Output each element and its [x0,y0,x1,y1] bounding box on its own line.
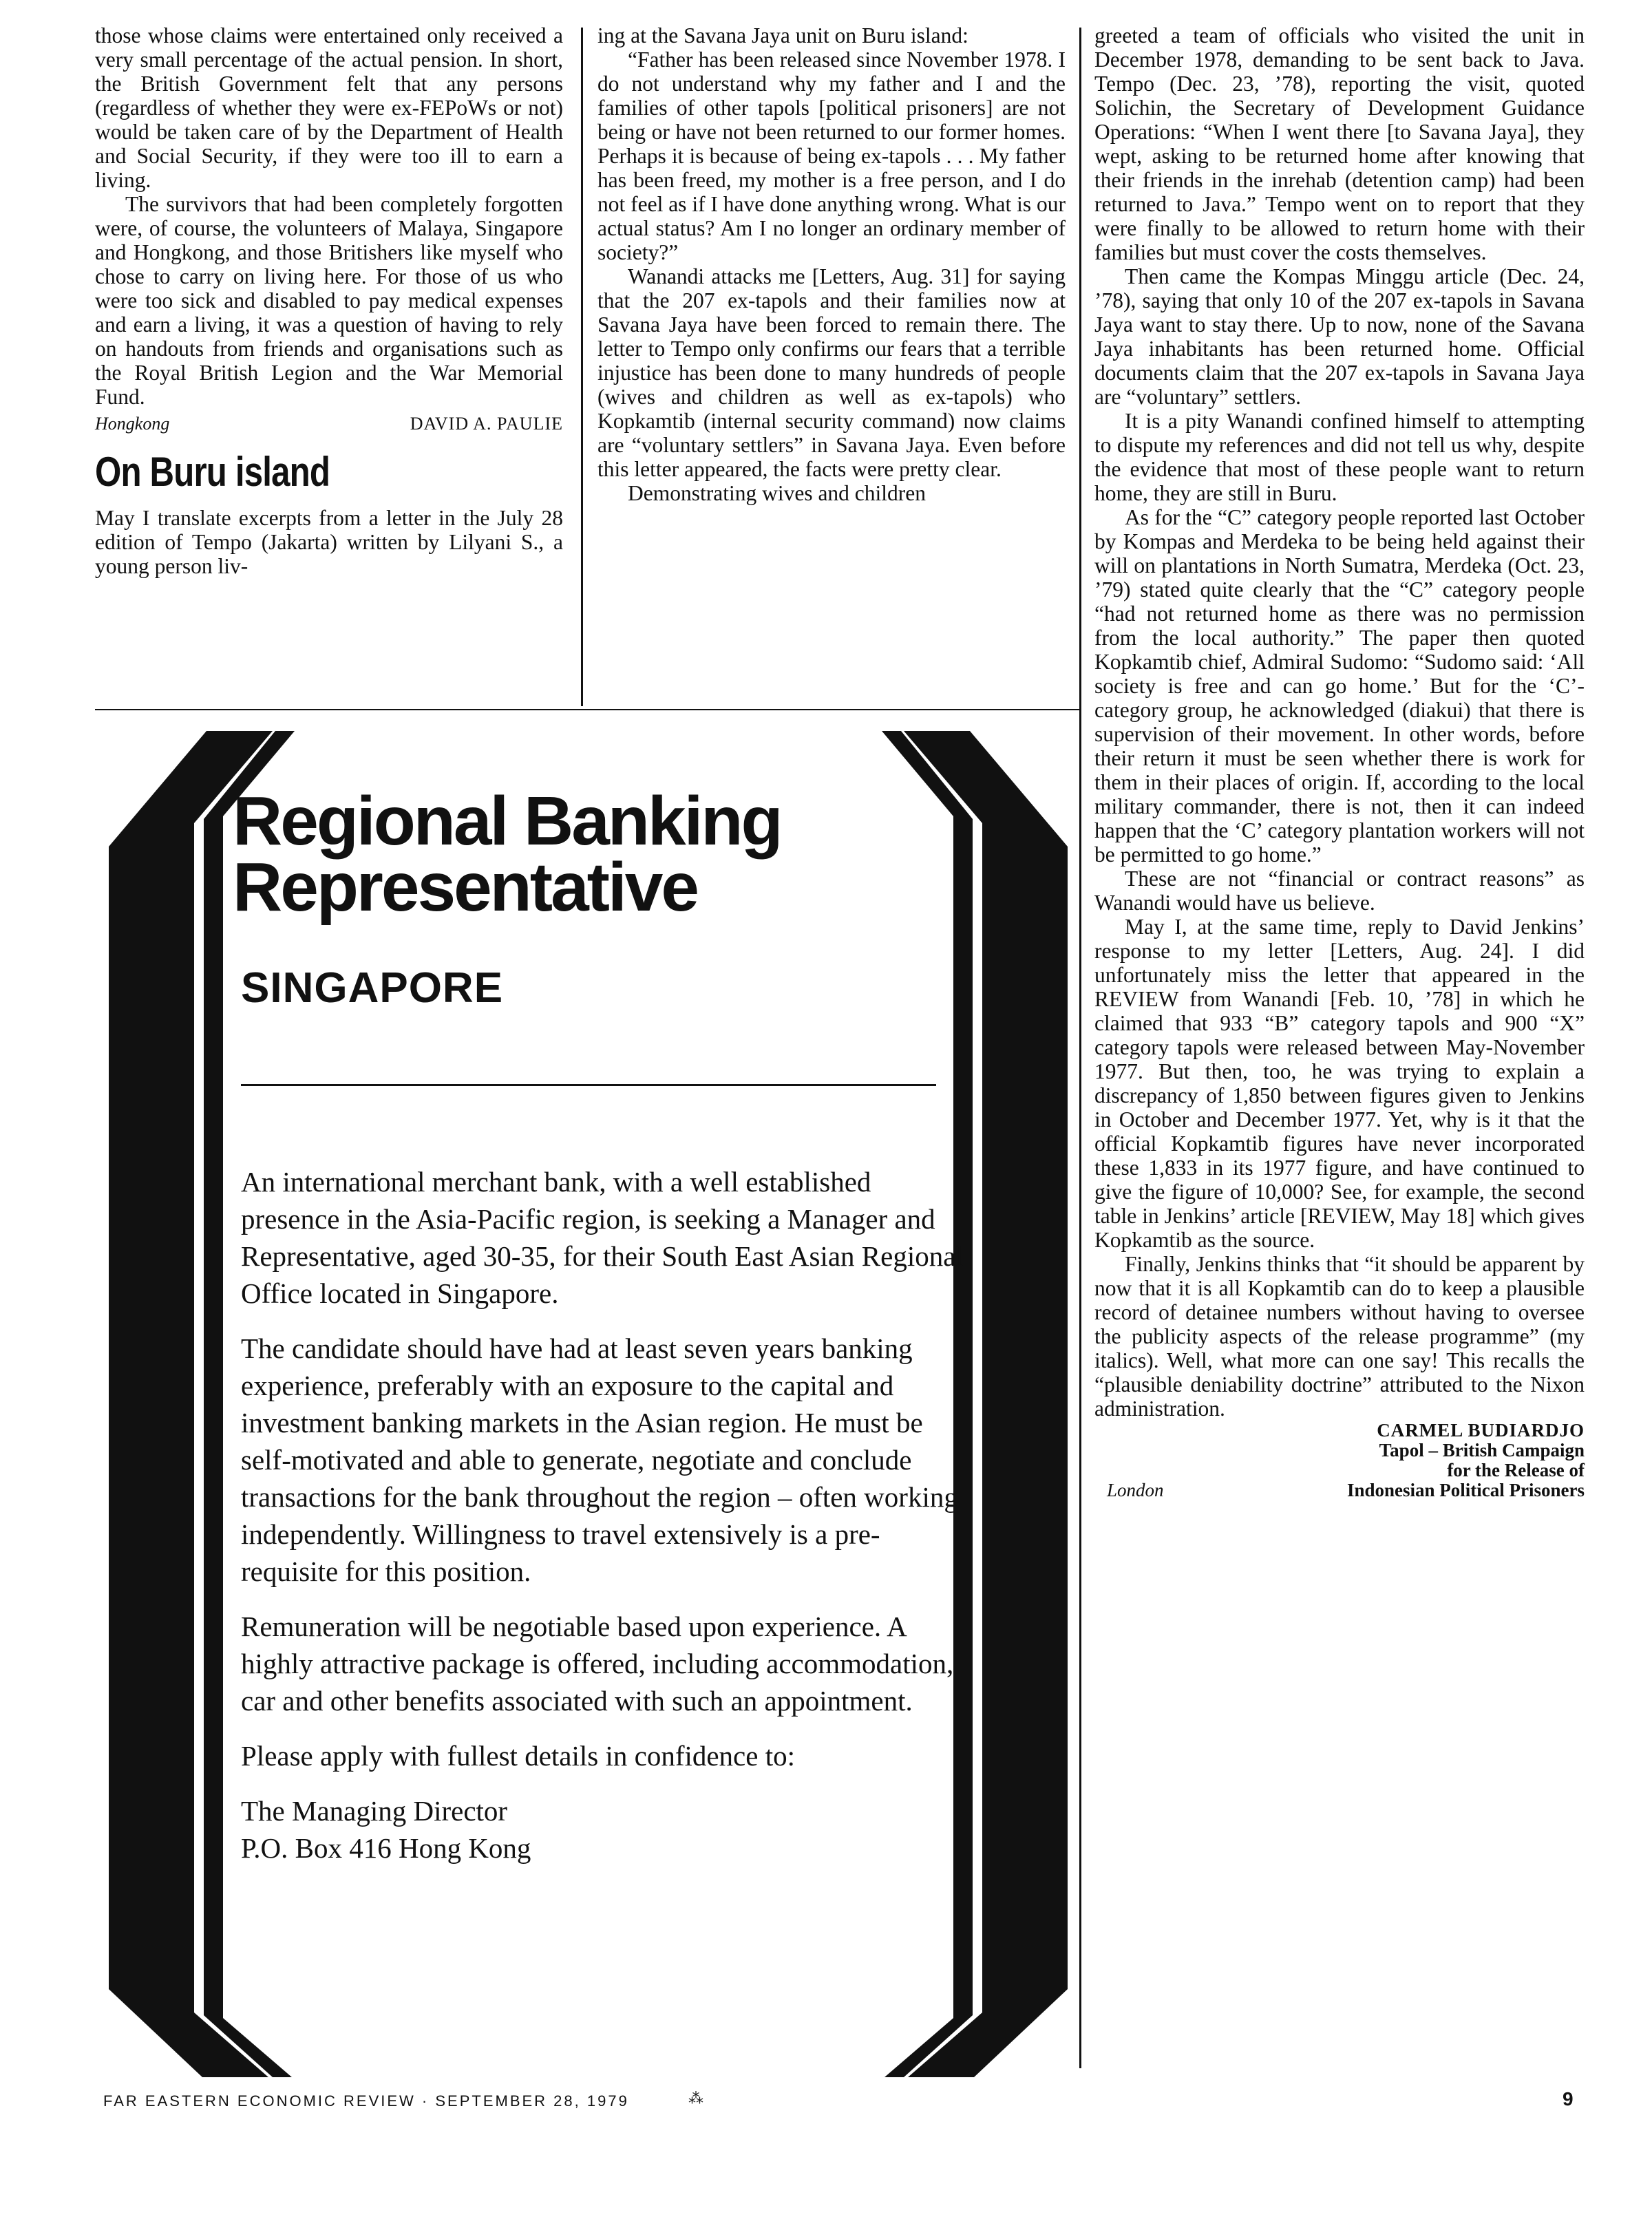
letter-paragraph: Then came the Kompas Minggu article (Dec. 24, ’78), saying that only 10 of the 207 ex-tapols in Savana Jaya want to stay there. Up to now, none of the Savana Jaya inhabitants has been returned home. Official documents claim that the 207 ex-tapols in Savana Jaya are “voluntary” settlers. [1094,264,1585,409]
signature-organisation: Tapol – British Campaign [1379,1440,1585,1461]
signature-place: Hongkong [95,414,170,434]
ad-divider [241,1084,936,1086]
letter-paragraph: The survivors that had been completely forgotten were, of course, the volunteers of Malaya, Singapore and Hongkong, and those Britishers like myself who chose to carry on living here. For those of us who were too sick and disabled to pay medical expenses and earn a living, it was a question of having to rely on handouts from friends and organisations such as the Royal British Legion and the War Memorial Fund. [95,192,563,409]
ad-paragraph: Please apply with fullest details in confidence to: [241,1740,795,1772]
letter-paragraph: ing at the Savana Jaya unit on Buru island: [597,23,968,47]
ad-title-line: Representative [233,849,697,926]
letter-paragraph: Wanandi attacks me [Letters, Aug. 31] for saying that the 207 ex-tapols and their families now at Savana Jaya have been forced to remain there. The letter to Tempo only confirms our fears that a terrible injustice has been done to many hundreds of people (wives and children as well as ex-tapols) who Kopkamtib (internal security command) now claims are “voluntary settlers” in Savana Jaya. Even before this letter appeared, the facts were pretty clear. [597,264,1066,481]
letter-headline: On Buru island [95,449,330,495]
signature-name: CARMEL BUDIARDJO [1377,1420,1585,1441]
ad-paragraph: Remuneration will be negotiable based upon experience. A highly attractive package is offered, including accommodation, car and other benefits associated with such an appointment. [241,1611,954,1717]
letter-paragraph: “Father has been released since November 1978. I do not understand why my father and I and the families of other tapols [political prisoners] are not being or have not been returned to our former homes. Perhaps it is because of being ex-tapols . . . My father has been freed, my mother is a free person, and I do not feel as if I have done anything wrong. What is our actual status? Am I no longer an ordinary member of society?” [597,47,1066,264]
signature-name: DAVID A. PAULIE [410,414,563,434]
ad-body [241,1163,971,1867]
letter-paragraph: These are not “financial or contract reasons” as Wanandi would have us believe. [1094,867,1585,915]
letter-signature-bottom [1094,1480,1585,1500]
ad-location: SINGAPORE [241,964,504,1012]
ad-top-rule [95,709,1081,710]
letters-column-3 [1094,23,1585,1500]
letter-paragraph: May I, at the same time, reply to David Jenkins’ response to my letter [Letters, Aug. 24]. I did unfortunately miss the letter that appeared in the REVIEW from Wanandi [Feb. 10, ’78] in which he claimed that 933 “B” category tapols and 900 “X” category tapols were released between May-November 1977. But then, too, he was trying to explain a discrepancy of 1,850 between figures given to Jenkins in October and December 1977. Yet, why is it that the official Kopkamtib figures have never incorporated these 1,833 in its 1977 figure, and have continued to give the figure of 10,000? See, for example, the second table in Jenkins’ article [REVIEW, May 18] which gives Kopkamtib as the source. [1094,915,1585,1252]
ad-title-line: Regional Banking [233,783,781,860]
letter-paragraph: As for the “C” category people reported last October by Kompas and Merdeka to be being held against their will on plantations in North Sumatra, Merdeka (Oct. 23, ’79) stated quite clearly that the “C” category people “had not returned home as there was no permission from the local authority.” The paper then quoted Kopkamtib chief, Admiral Sudomo: “Sudomo said: ‘All society is free and can go home.’ But for the ‘C’-category group, he acknowledged (diakui) that there is supervision of their movement. In other words, before their return it must be seen whether there is work for them in their places of origin. If, according to the local military commander, there is not, then it can indeed happen that the ‘C’ category plantation workers will not be permitted to go home.” [1094,505,1585,867]
ad-paragraph: The candidate should have had at least seven years banking experience, preferably with an exposure to the capital and investment banking markets in the Asian region. He must be self-motivated and able to generate, negotiate and conclude transactions for the bank throughout the region – often working independently. Willingness to travel extensively is a pre-requisite for this position. [241,1332,958,1587]
signature-organisation: for the Release of [1447,1460,1585,1480]
letter-paragraph: those whose claims were entertained only received a very small percentage of the actual pension. In short, the British Government felt that any persons (regardless of whether they were ex-FEPoWs or not) would be taken care of by the Department of Health and Social Security, if they were too ill to earn a living. [95,23,563,192]
signature-organisation: Indonesian Political Prisoners [1346,1480,1585,1500]
letter-paragraph: greeted a team of officials who visited the unit in December 1978, demanding to be sent back to Java. Tempo (Dec. 23, ’78), reporting the visit, quoted Solichin, the Secretary of Development Guidance Operations: “When I went there [to Savana Jaya], they wept, asking to be returned home after knowing that their friends in the inrehab (detention camp) had been returned to Java.” Tempo went on to report that they were finally to be allowed to return home with their families but must cover the costs themselves. [1094,23,1585,264]
ad-address-line: The Managing Director [241,1795,508,1827]
letter-paragraph: Demonstrating wives and children [628,481,926,505]
letters-column-2 [597,23,1066,505]
letters-column-1 [95,23,563,578]
signature-place: London [1107,1480,1164,1500]
ad-title [233,783,781,926]
page-number: 9 [1563,2088,1574,2110]
column-rule-left [581,28,583,706]
printer-mark-icon: ⁂ [688,2090,703,2107]
letter-paragraph: May I translate excerpts from a letter in the July 28 edition of Tempo (Jakarta) written by Lilyani S., a young person liv- [95,506,563,578]
letter-signature [1094,1421,1585,1480]
letter-paragraph: Finally, Jenkins thinks that “it should be apparent by now that it is all Kopkamtib can do to keep a plausible record of detainee numbers without having to oversee the publicity aspects of the release programme” (my italics). Well, what more can one say! This recalls the “plausible deniability doctrine” attributed to the Nixon administration. [1094,1252,1585,1421]
letter-paragraph: It is a pity Wanandi confined himself to attempting to dispute my references and did not tell us why, despite the evidence that most of these people want to return home, they are still in Buru. [1094,409,1585,505]
ad-address [241,1792,971,1867]
ad-address-line: P.O. Box 416 Hong Kong [241,1832,531,1864]
ad-paragraph: An international merchant bank, with a well established presence in the Asia-Pacific region, is seeking a Manager and Representative, aged 30-35, for their South East Asian Regional Office located in Singapore. [241,1166,964,1309]
letter-signature [95,412,563,436]
running-footer: FAR EASTERN ECONOMIC REVIEW · SEPTEMBER 28, 1979 [103,2092,629,2110]
